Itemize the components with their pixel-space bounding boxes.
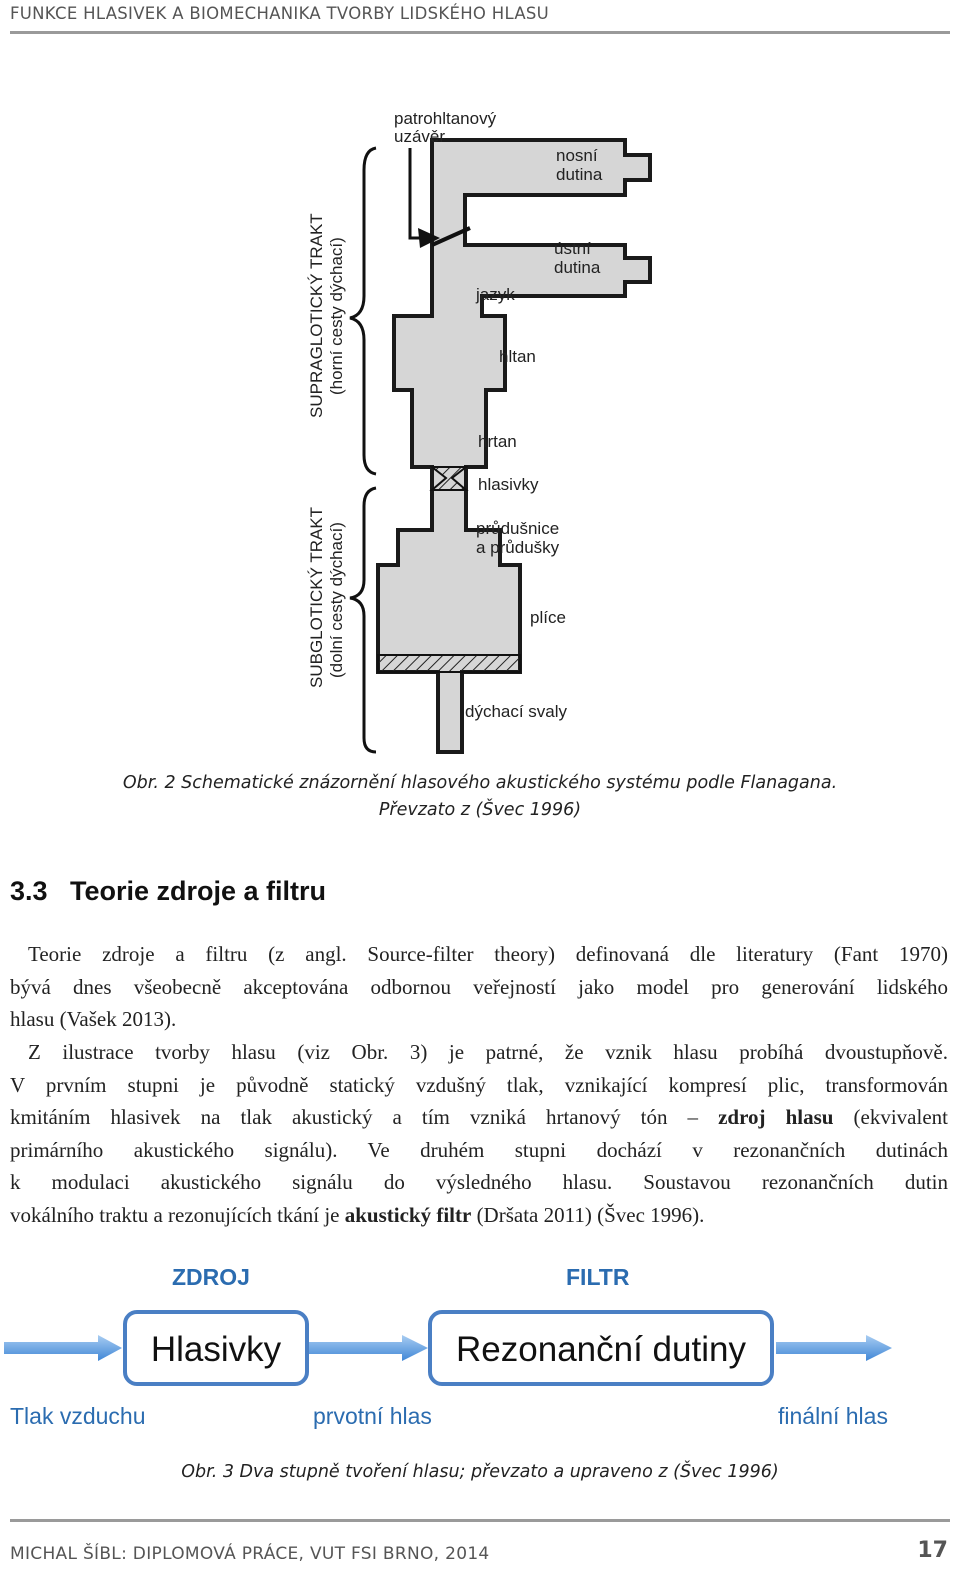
paragraph-2-line-4: primárního akustického signálu). Ve druhém stupni dochází v rezonančních dutinách xyxy=(10,1137,948,1162)
paragraph-1 xyxy=(10,938,948,1036)
arrow-output xyxy=(776,1335,892,1361)
subglottic-brace xyxy=(350,488,376,752)
label-a-prudusky: a průdušky xyxy=(476,538,560,557)
paragraph-2-line-6: vokálního traktu a rezonujících tkání je akustický filtr (Dršata 2011) (Švec 1996). xyxy=(10,1202,705,1227)
label-prudusnice: průdušnice xyxy=(476,519,560,538)
label-subglottic: SUBGLOTICKÝ TRAKT xyxy=(307,506,326,688)
paragraph-2-line-2: V prvním stupni je původně statický vzdušný tlak, vznikající kompresí plic, transformován xyxy=(10,1072,948,1097)
box-rezonancni-label: Rezonanční dutiny xyxy=(456,1330,746,1369)
term-akusticky-filtr: akustický filtr xyxy=(344,1202,472,1227)
label-hrtan: hrtan xyxy=(478,432,517,451)
source-filter-diagram xyxy=(0,1255,960,1435)
running-footer: MICHAL ŠÍBL: DIPLOMOVÁ PRÁCE, VUT FSI BRNO, 2014 xyxy=(10,1544,490,1564)
running-header: FUNKCE HLASIVEK A BIOMECHANIKA TVORBY LIDSKÉHO HLASU xyxy=(10,4,550,23)
label-uzaver: uzávěr xyxy=(394,127,446,146)
label-filtr: FILTR xyxy=(566,1264,630,1290)
label-plice: plíce xyxy=(530,608,566,627)
paragraph-1-line-2: bývá dnes všeobecně akceptována odbornou veřejností jako model pro generování lidského xyxy=(10,974,948,999)
paragraph-2-line-1: Z ilustrace tvorby hlasu (viz Obr. 3) je patrné, že vznik hlasu probíhá dvoustupňově. xyxy=(28,1040,948,1064)
paragraph-2-line-5: k modulaci akustického signálu do výsledného hlasu. Soustavou rezonančních dutin xyxy=(10,1170,948,1195)
label-zdroj: ZDROJ xyxy=(172,1264,250,1290)
paragraph-1-line-1: Teorie zdroje a filtru (z angl. Source-filter theory) definovaná dle literatury (Fant 1970) xyxy=(28,942,948,966)
arrow-input xyxy=(4,1335,122,1361)
label-hlasivky: hlasivky xyxy=(478,475,539,494)
label-patrohltanovy: patrohltanový xyxy=(394,109,497,128)
label-finalni-hlas: finální hlas xyxy=(778,1403,888,1429)
label-supraglottic: SUPRAGLOTICKÝ TRAKT xyxy=(307,213,326,418)
label-dychaci-svaly: dýchací svaly xyxy=(465,702,568,721)
label-nosni: nosní xyxy=(556,146,598,165)
label-prvotni-hlas: prvotní hlas xyxy=(313,1403,432,1429)
section-title: Teorie zdroje a filtru xyxy=(70,876,327,906)
label-tlak-vzduchu: Tlak vzduchu xyxy=(10,1403,146,1429)
footer-rule xyxy=(10,1519,950,1522)
label-hltan: hltan xyxy=(499,347,536,366)
diaphragm xyxy=(378,655,520,672)
supraglottic-brace xyxy=(350,148,376,474)
label-subglottic-sub: (dolní cesty dýchací) xyxy=(327,522,346,678)
paragraph-1-line-3: hlasu (Vašek 2013). xyxy=(10,1007,177,1032)
figure2-caption: Obr. 3 Dva stupně tvoření hlasu; převzato a upraveno z (Švec 1996) xyxy=(181,1462,779,1482)
label-ustni-dutina: dutina xyxy=(554,258,601,277)
section-number: 3.3 xyxy=(10,876,48,906)
vocal-tract-diagram xyxy=(0,0,960,770)
arrow-middle xyxy=(308,1335,428,1361)
label-ustni: ústní xyxy=(554,239,591,258)
section-heading xyxy=(10,876,326,907)
figure1-caption-line1: Obr. 2 Schematické znázornění hlasového akustického systému podle Flanagana. xyxy=(122,773,838,793)
label-supraglottic-sub: (horní cesty dýchací) xyxy=(327,237,346,395)
label-nosni-dutina: dutina xyxy=(556,165,603,184)
paragraph-2-line-3: kmitáním hlasivek na tlak akustický a tím vzniká hrtanový tón – zdroj hlasu (ekvivalent xyxy=(10,1105,948,1130)
figure1-caption-line2: Převzato z (Švec 1996) xyxy=(378,800,582,820)
paragraph-2 xyxy=(10,1036,948,1232)
velum-line xyxy=(410,148,430,238)
term-zdroj-hlasu: zdroj hlasu xyxy=(718,1105,834,1130)
label-jazyk: jazyk xyxy=(476,285,515,304)
box-hlasivky-label: Hlasivky xyxy=(150,1330,282,1369)
page-number: 17 xyxy=(917,1538,948,1563)
